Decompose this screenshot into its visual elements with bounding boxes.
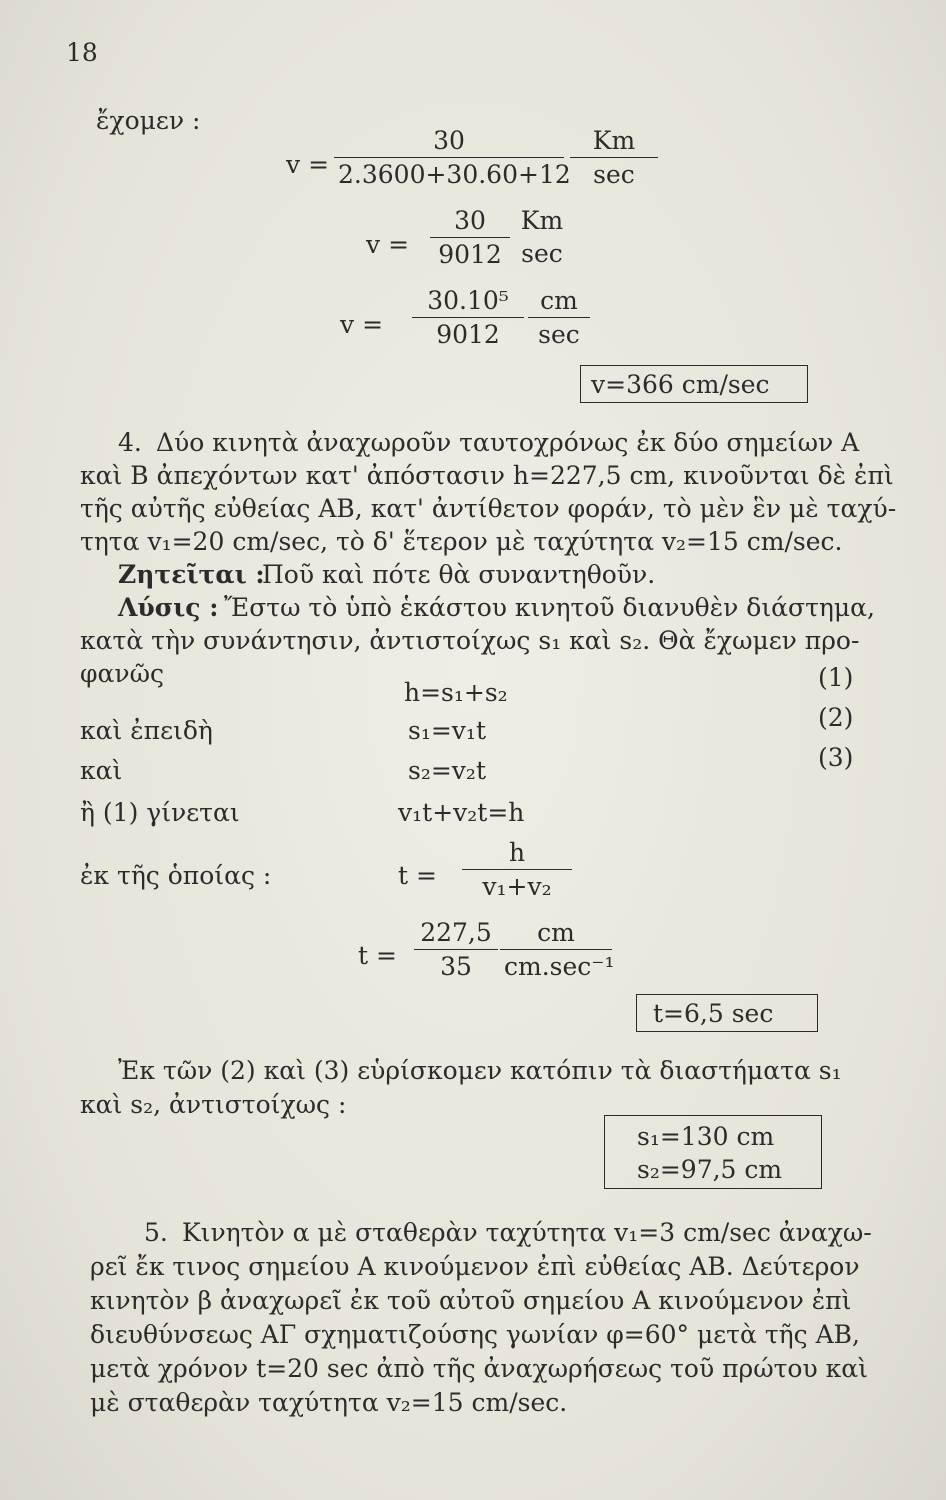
problem4-line-1: Δύο κινητὰ ἀναχωροῦν ταυτοχρόνως ἐκ δύο σημείων Α [156, 428, 860, 457]
problem5-line-6: μὲ σταθερὰν ταχύτητα v₂=15 cm/sec. [90, 1388, 568, 1417]
after-line-1: Ἐκ τῶν (2) καὶ (3) εὑρίσκομεν κατόπιν τὰ διαστήματα s₁ [118, 1056, 842, 1085]
result-s2: s₂=97,5 cm [637, 1155, 783, 1184]
problem5-line-5: μετὰ χρόνον t=20 sec ἀπὸ τῆς ἀναχωρήσεως τοῦ πρώτου καὶ [90, 1354, 868, 1383]
eq3-label: καὶ [80, 756, 123, 785]
t-eq2-unit-numerator: cm [537, 918, 575, 947]
lysis-line-2: κατὰ τὴν συνάντησιν, ἀντιστοίχως s₁ καὶ s₂. Θὰ ἔχωμεν προ- [80, 626, 860, 655]
eq2-numerator: 30 [454, 206, 486, 235]
eq3-unit [528, 288, 590, 347]
lysis-line-3: φανῶς [80, 659, 164, 688]
result-box-v [580, 365, 808, 403]
eq1-fraction [334, 126, 571, 189]
eq1-unit-denominator: sec [570, 157, 658, 187]
eq3-unit-denominator: sec [528, 317, 590, 347]
zhteitai-label: Ζητεῖται : [118, 560, 265, 589]
result-box-t [636, 994, 818, 1032]
eq2-unit-numerator: Km [520, 206, 564, 235]
problem5-line-1: Κινητὸν α μὲ σταθερὰν ταχύτητα v₁=3 cm/sec ἀναχω- [182, 1218, 872, 1247]
problem5-number: 5. [144, 1218, 168, 1247]
eq2-unit-denominator: sec [521, 239, 563, 268]
eq3-numerator: 30.10⁵ [427, 286, 509, 315]
eq-number-2: (2) [818, 703, 854, 732]
eq3-unit-numerator: cm [540, 286, 578, 315]
eq-combined: v₁t+v₂t=h [398, 798, 525, 827]
t-eq-numerator: h [508, 838, 526, 867]
problem4-number: 4. [118, 428, 142, 457]
eq2-unit [512, 208, 572, 266]
t-eq-lhs: t = [398, 861, 437, 890]
page-number: 18 [66, 38, 98, 67]
from-label: ἐκ τῆς ὁποίας : [80, 861, 272, 890]
t-eq-denominator: v₁+v₂ [462, 869, 572, 899]
eq-number-3: (3) [818, 743, 854, 772]
eq1-unit-numerator: Km [592, 126, 636, 155]
eq4-label: ἢ (1) γίνεται [80, 798, 240, 827]
result-v: v=366 cm/sec [591, 370, 770, 399]
problem4-line-2: καὶ Β ἀπεχόντων κατ' ἀπόστασιν h=227,5 cm, κινοῦνται δὲ ἐπὶ [80, 461, 894, 490]
result-box-s [604, 1115, 822, 1189]
problem5-line-3: κινητὸν β ἀναχωρεῖ ἐκ τοῦ αὐτοῦ σημείου Α κινούμενον ἐπὶ [90, 1286, 852, 1315]
intro-text: ἔχομεν : [96, 106, 201, 135]
eq2-label: καὶ ἐπειδὴ [80, 716, 213, 745]
eq-s1: s₁=v₁t [408, 716, 486, 745]
eq3-lhs: v = [340, 310, 384, 339]
eq2-lhs: v = [366, 230, 410, 259]
t-eq2-unit [500, 918, 615, 981]
eq3-denominator: 9012 [412, 317, 524, 347]
eq-number-1: (1) [818, 663, 854, 692]
result-s1: s₁=130 cm [637, 1122, 775, 1151]
zhteitai-text: Ποῦ καὶ πότε θὰ συναντηθοῦν. [262, 560, 656, 589]
eq-s2: s₂=v₂t [408, 756, 486, 785]
eq1-numerator: 30 [433, 126, 465, 155]
eq1-unit [570, 128, 658, 187]
t-eq2-unit-denominator: cm.sec⁻¹ [500, 949, 612, 979]
eq-h-sum: h=s₁+s₂ [404, 678, 508, 707]
problem5-line-2: ρεῖ ἔκ τινος σημείου Α κινούμενον ἐπὶ εὐθείας ΑΒ. Δεύτερον [90, 1252, 860, 1281]
problem5-line-4: διευθύνσεως ΑΓ σχηματιζούσης γωνίαν φ=60° μετὰ τῆς ΑΒ, [90, 1320, 860, 1349]
result-t: t=6,5 sec [653, 999, 774, 1028]
eq2-fraction [430, 208, 510, 267]
t-eq2-denominator: 35 [414, 949, 498, 979]
after-line-2: καὶ s₂, ἀντιστοίχως : [80, 1090, 347, 1119]
t-eq2-fraction [414, 920, 498, 979]
problem4-line-3: τῆς αὐτῆς εὐθείας ΑΒ, κατ' ἀντίθετον φοράν, τὸ μὲν ἓν μὲ ταχύ- [80, 494, 897, 523]
eq3-fraction [412, 288, 524, 347]
eq2-denominator: 9012 [430, 237, 510, 267]
t-eq-fraction [462, 840, 572, 899]
lysis-label: Λύσις : [118, 593, 219, 622]
problem4-line-4: τητα v₁=20 cm/sec, τὸ δ' ἕτερον μὲ ταχύτητα v₂=15 cm/sec. [80, 527, 843, 556]
eq1-lhs: v = [286, 150, 330, 179]
t-eq2-numerator: 227,5 [420, 918, 492, 947]
eq1-denominator: 2.3600+30.60+12 [334, 157, 564, 187]
t-eq2-lhs: t = [358, 941, 397, 970]
lysis-line-1: Ἔστω τὸ ὑπὸ ἑκάστου κινητοῦ διανυθὲν διάστημα, [224, 593, 875, 622]
